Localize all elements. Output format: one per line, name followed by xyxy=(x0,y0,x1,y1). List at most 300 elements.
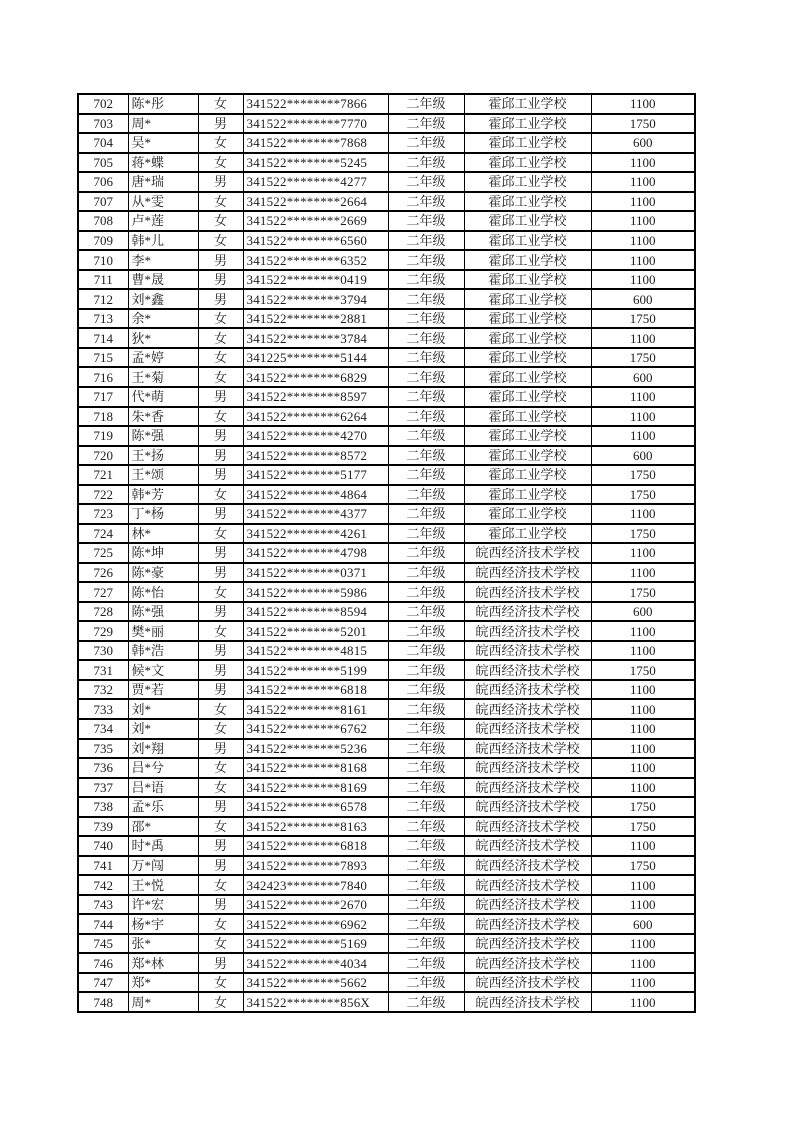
cell-school: 皖西经济技术学校 xyxy=(464,621,591,641)
table-row xyxy=(78,895,695,915)
cell-id-number: 341522********6264 xyxy=(243,407,388,427)
cell-school: 皖西经济技术学校 xyxy=(464,660,591,680)
cell-amount: 1100 xyxy=(591,231,695,251)
cell-grade: 二年级 xyxy=(388,699,464,719)
cell-serial-number: 709 xyxy=(78,231,128,251)
cell-id-number: 341522********4377 xyxy=(243,504,388,524)
cell-serial-number: 725 xyxy=(78,543,128,563)
cell-grade: 二年级 xyxy=(388,758,464,778)
cell-gender: 男 xyxy=(198,504,243,524)
table-row xyxy=(78,778,695,798)
cell-serial-number: 740 xyxy=(78,836,128,856)
cell-gender: 女 xyxy=(198,973,243,993)
cell-grade: 二年级 xyxy=(388,426,464,446)
cell-grade: 二年级 xyxy=(388,446,464,466)
cell-school: 皖西经济技术学校 xyxy=(464,953,591,973)
cell-id-number: 341522********8163 xyxy=(243,817,388,837)
cell-gender: 女 xyxy=(198,914,243,934)
cell-id-number: 341522********6829 xyxy=(243,367,388,387)
cell-student-name: 许*宏 xyxy=(128,895,198,915)
cell-student-name: 李* xyxy=(128,250,198,270)
cell-gender: 女 xyxy=(198,992,243,1012)
cell-amount: 1750 xyxy=(591,797,695,817)
cell-gender: 男 xyxy=(198,387,243,407)
cell-serial-number: 708 xyxy=(78,211,128,231)
cell-id-number: 341522********2881 xyxy=(243,309,388,329)
cell-student-name: 林* xyxy=(128,524,198,544)
cell-student-name: 吕*语 xyxy=(128,778,198,798)
cell-serial-number: 722 xyxy=(78,485,128,505)
cell-grade: 二年级 xyxy=(388,504,464,524)
cell-serial-number: 732 xyxy=(78,680,128,700)
cell-amount: 1100 xyxy=(591,153,695,173)
cell-student-name: 余* xyxy=(128,309,198,329)
table-row xyxy=(78,387,695,407)
cell-serial-number: 703 xyxy=(78,114,128,134)
cell-id-number: 341522********4034 xyxy=(243,953,388,973)
cell-amount: 1100 xyxy=(591,934,695,954)
cell-student-name: 周* xyxy=(128,992,198,1012)
cell-amount: 600 xyxy=(591,289,695,309)
cell-gender: 女 xyxy=(198,778,243,798)
cell-id-number: 342423********7840 xyxy=(243,875,388,895)
cell-serial-number: 720 xyxy=(78,446,128,466)
cell-school: 皖西经济技术学校 xyxy=(464,719,591,739)
cell-gender: 女 xyxy=(198,211,243,231)
cell-id-number: 341522********5245 xyxy=(243,153,388,173)
cell-gender: 男 xyxy=(198,836,243,856)
cell-grade: 二年级 xyxy=(388,172,464,192)
cell-serial-number: 729 xyxy=(78,621,128,641)
cell-grade: 二年级 xyxy=(388,856,464,876)
cell-id-number: 341522********7770 xyxy=(243,114,388,134)
cell-serial-number: 717 xyxy=(78,387,128,407)
cell-amount: 1750 xyxy=(591,309,695,329)
cell-gender: 女 xyxy=(198,348,243,368)
cell-school: 皖西经济技术学校 xyxy=(464,875,591,895)
cell-school: 霍邱工业学校 xyxy=(464,328,591,348)
cell-amount: 600 xyxy=(591,914,695,934)
cell-school: 皖西经济技术学校 xyxy=(464,992,591,1012)
cell-gender: 女 xyxy=(198,133,243,153)
cell-gender: 男 xyxy=(198,797,243,817)
table-row xyxy=(78,348,695,368)
cell-student-name: 万*闯 xyxy=(128,856,198,876)
cell-grade: 二年级 xyxy=(388,485,464,505)
cell-amount: 600 xyxy=(591,367,695,387)
table-row xyxy=(78,114,695,134)
cell-serial-number: 724 xyxy=(78,524,128,544)
cell-gender: 男 xyxy=(198,270,243,290)
cell-grade: 二年级 xyxy=(388,914,464,934)
cell-gender: 男 xyxy=(198,426,243,446)
cell-id-number: 341522********4277 xyxy=(243,172,388,192)
student-roster-table xyxy=(77,93,696,1013)
cell-amount: 1100 xyxy=(591,680,695,700)
cell-serial-number: 713 xyxy=(78,309,128,329)
cell-gender: 女 xyxy=(198,153,243,173)
cell-grade: 二年级 xyxy=(388,407,464,427)
table-row xyxy=(78,94,695,114)
cell-id-number: 341522********5662 xyxy=(243,973,388,993)
cell-id-number: 341522********6560 xyxy=(243,231,388,251)
cell-student-name: 陈*强 xyxy=(128,426,198,446)
cell-grade: 二年级 xyxy=(388,465,464,485)
cell-gender: 男 xyxy=(198,289,243,309)
cell-serial-number: 747 xyxy=(78,973,128,993)
cell-gender: 男 xyxy=(198,172,243,192)
cell-id-number: 341522********8597 xyxy=(243,387,388,407)
cell-gender: 女 xyxy=(198,192,243,212)
table-row xyxy=(78,543,695,563)
cell-grade: 二年级 xyxy=(388,328,464,348)
cell-amount: 1750 xyxy=(591,856,695,876)
cell-amount: 1100 xyxy=(591,328,695,348)
cell-amount: 1100 xyxy=(591,758,695,778)
cell-amount: 1100 xyxy=(591,641,695,661)
table-row xyxy=(78,309,695,329)
cell-grade: 二年级 xyxy=(388,739,464,759)
cell-gender: 男 xyxy=(198,680,243,700)
cell-id-number: 341522********2664 xyxy=(243,192,388,212)
cell-school: 霍邱工业学校 xyxy=(464,524,591,544)
cell-serial-number: 702 xyxy=(78,94,128,114)
cell-amount: 1100 xyxy=(591,953,695,973)
cell-school: 皖西经济技术学校 xyxy=(464,602,591,622)
cell-amount: 1750 xyxy=(591,114,695,134)
cell-id-number: 341522********8168 xyxy=(243,758,388,778)
cell-id-number: 341522********6352 xyxy=(243,250,388,270)
cell-serial-number: 704 xyxy=(78,133,128,153)
cell-student-name: 陈*坤 xyxy=(128,543,198,563)
cell-school: 皖西经济技术学校 xyxy=(464,934,591,954)
cell-id-number: 341522********5201 xyxy=(243,621,388,641)
cell-serial-number: 716 xyxy=(78,367,128,387)
cell-amount: 1100 xyxy=(591,250,695,270)
cell-id-number: 341522********8572 xyxy=(243,446,388,466)
cell-grade: 二年级 xyxy=(388,817,464,837)
cell-grade: 二年级 xyxy=(388,660,464,680)
cell-amount: 1100 xyxy=(591,426,695,446)
cell-gender: 男 xyxy=(198,446,243,466)
table-row xyxy=(78,660,695,680)
cell-serial-number: 705 xyxy=(78,153,128,173)
table-row xyxy=(78,582,695,602)
table-row xyxy=(78,328,695,348)
cell-id-number: 341522********5986 xyxy=(243,582,388,602)
cell-school: 皖西经济技术学校 xyxy=(464,543,591,563)
cell-amount: 1100 xyxy=(591,778,695,798)
cell-gender: 女 xyxy=(198,231,243,251)
cell-school: 霍邱工业学校 xyxy=(464,133,591,153)
cell-school: 霍邱工业学校 xyxy=(464,231,591,251)
cell-amount: 1100 xyxy=(591,719,695,739)
cell-student-name: 卢*莲 xyxy=(128,211,198,231)
cell-gender: 女 xyxy=(198,621,243,641)
cell-gender: 男 xyxy=(198,602,243,622)
cell-school: 皖西经济技术学校 xyxy=(464,973,591,993)
cell-student-name: 周* xyxy=(128,114,198,134)
cell-student-name: 王*扬 xyxy=(128,446,198,466)
table-row xyxy=(78,914,695,934)
table-row xyxy=(78,407,695,427)
cell-student-name: 韩*芳 xyxy=(128,485,198,505)
cell-student-name: 陈*彤 xyxy=(128,94,198,114)
cell-amount: 1750 xyxy=(591,465,695,485)
cell-serial-number: 739 xyxy=(78,817,128,837)
cell-student-name: 郑*林 xyxy=(128,953,198,973)
cell-grade: 二年级 xyxy=(388,250,464,270)
cell-gender: 男 xyxy=(198,953,243,973)
cell-school: 皖西经济技术学校 xyxy=(464,895,591,915)
cell-school: 霍邱工业学校 xyxy=(464,270,591,290)
table-row xyxy=(78,426,695,446)
cell-gender: 男 xyxy=(198,739,243,759)
cell-serial-number: 743 xyxy=(78,895,128,915)
cell-id-number: 341522********5199 xyxy=(243,660,388,680)
cell-student-name: 陈*豪 xyxy=(128,563,198,583)
cell-school: 霍邱工业学校 xyxy=(464,172,591,192)
cell-amount: 1100 xyxy=(591,563,695,583)
cell-student-name: 孟*婷 xyxy=(128,348,198,368)
cell-student-name: 唐*瑞 xyxy=(128,172,198,192)
cell-school: 霍邱工业学校 xyxy=(464,367,591,387)
cell-id-number: 341522********6962 xyxy=(243,914,388,934)
cell-gender: 男 xyxy=(198,895,243,915)
cell-gender: 男 xyxy=(198,465,243,485)
cell-amount: 1100 xyxy=(591,387,695,407)
cell-id-number: 341522********4864 xyxy=(243,485,388,505)
cell-gender: 女 xyxy=(198,407,243,427)
cell-id-number: 341522********4270 xyxy=(243,426,388,446)
cell-student-name: 杨*宇 xyxy=(128,914,198,934)
cell-gender: 男 xyxy=(198,543,243,563)
cell-grade: 二年级 xyxy=(388,719,464,739)
table-row xyxy=(78,153,695,173)
cell-amount: 1100 xyxy=(591,504,695,524)
cell-school: 霍邱工业学校 xyxy=(464,192,591,212)
cell-grade: 二年级 xyxy=(388,973,464,993)
table-row xyxy=(78,817,695,837)
cell-serial-number: 734 xyxy=(78,719,128,739)
cell-grade: 二年级 xyxy=(388,387,464,407)
cell-id-number: 341522********2670 xyxy=(243,895,388,915)
cell-student-name: 王*悦 xyxy=(128,875,198,895)
cell-gender: 女 xyxy=(198,582,243,602)
cell-serial-number: 746 xyxy=(78,953,128,973)
cell-grade: 二年级 xyxy=(388,563,464,583)
table-row xyxy=(78,739,695,759)
cell-grade: 二年级 xyxy=(388,602,464,622)
cell-serial-number: 726 xyxy=(78,563,128,583)
cell-student-name: 蒋*蝶 xyxy=(128,153,198,173)
cell-school: 霍邱工业学校 xyxy=(464,153,591,173)
cell-gender: 男 xyxy=(198,563,243,583)
cell-gender: 女 xyxy=(198,309,243,329)
table-row xyxy=(78,367,695,387)
cell-id-number: 341522********3784 xyxy=(243,328,388,348)
cell-grade: 二年级 xyxy=(388,153,464,173)
cell-gender: 女 xyxy=(198,875,243,895)
cell-grade: 二年级 xyxy=(388,621,464,641)
table-row xyxy=(78,973,695,993)
cell-gender: 女 xyxy=(198,485,243,505)
cell-school: 霍邱工业学校 xyxy=(464,114,591,134)
cell-school: 霍邱工业学校 xyxy=(464,446,591,466)
table-row xyxy=(78,485,695,505)
cell-student-name: 王*颂 xyxy=(128,465,198,485)
cell-serial-number: 719 xyxy=(78,426,128,446)
cell-amount: 1100 xyxy=(591,992,695,1012)
cell-amount: 1750 xyxy=(591,348,695,368)
cell-student-name: 曹*晟 xyxy=(128,270,198,290)
cell-id-number: 341522********4798 xyxy=(243,543,388,563)
cell-student-name: 韩*儿 xyxy=(128,231,198,251)
cell-id-number: 341522********3794 xyxy=(243,289,388,309)
cell-school: 霍邱工业学校 xyxy=(464,250,591,270)
cell-amount: 1750 xyxy=(591,485,695,505)
cell-id-number: 341522********7868 xyxy=(243,133,388,153)
cell-id-number: 341522********6818 xyxy=(243,836,388,856)
cell-student-name: 刘*翔 xyxy=(128,739,198,759)
cell-id-number: 341522********7866 xyxy=(243,94,388,114)
cell-serial-number: 737 xyxy=(78,778,128,798)
cell-id-number: 341225********5144 xyxy=(243,348,388,368)
cell-gender: 男 xyxy=(198,641,243,661)
cell-grade: 二年级 xyxy=(388,367,464,387)
cell-grade: 二年级 xyxy=(388,543,464,563)
cell-serial-number: 748 xyxy=(78,992,128,1012)
cell-id-number: 341522********8594 xyxy=(243,602,388,622)
cell-amount: 1750 xyxy=(591,817,695,837)
cell-school: 霍邱工业学校 xyxy=(464,309,591,329)
cell-school: 皖西经济技术学校 xyxy=(464,739,591,759)
cell-student-name: 代*萌 xyxy=(128,387,198,407)
cell-grade: 二年级 xyxy=(388,641,464,661)
cell-student-name: 丁*杨 xyxy=(128,504,198,524)
cell-amount: 1100 xyxy=(591,172,695,192)
cell-school: 皖西经济技术学校 xyxy=(464,641,591,661)
cell-amount: 1100 xyxy=(591,211,695,231)
cell-student-name: 狄* xyxy=(128,328,198,348)
cell-school: 皖西经济技术学校 xyxy=(464,680,591,700)
table-row xyxy=(78,231,695,251)
cell-student-name: 韩*浩 xyxy=(128,641,198,661)
cell-student-name: 郑* xyxy=(128,973,198,993)
cell-student-name: 刘* xyxy=(128,699,198,719)
cell-student-name: 邵* xyxy=(128,817,198,837)
cell-grade: 二年级 xyxy=(388,192,464,212)
cell-school: 皖西经济技术学校 xyxy=(464,797,591,817)
cell-gender: 女 xyxy=(198,934,243,954)
cell-serial-number: 712 xyxy=(78,289,128,309)
cell-school: 霍邱工业学校 xyxy=(464,504,591,524)
cell-amount: 1100 xyxy=(591,94,695,114)
cell-student-name: 刘* xyxy=(128,719,198,739)
cell-grade: 二年级 xyxy=(388,582,464,602)
cell-amount: 1100 xyxy=(591,543,695,563)
cell-school: 霍邱工业学校 xyxy=(464,407,591,427)
cell-gender: 女 xyxy=(198,719,243,739)
cell-student-name: 陈*强 xyxy=(128,602,198,622)
table-row xyxy=(78,680,695,700)
cell-grade: 二年级 xyxy=(388,231,464,251)
cell-id-number: 341522********6578 xyxy=(243,797,388,817)
cell-school: 霍邱工业学校 xyxy=(464,426,591,446)
cell-amount: 1750 xyxy=(591,582,695,602)
cell-student-name: 张* xyxy=(128,934,198,954)
cell-student-name: 王*菊 xyxy=(128,367,198,387)
cell-id-number: 341522********7893 xyxy=(243,856,388,876)
cell-gender: 女 xyxy=(198,699,243,719)
cell-id-number: 341522********856X xyxy=(243,992,388,1012)
cell-serial-number: 741 xyxy=(78,856,128,876)
cell-gender: 女 xyxy=(198,94,243,114)
cell-serial-number: 742 xyxy=(78,875,128,895)
cell-gender: 女 xyxy=(198,758,243,778)
cell-amount: 1100 xyxy=(591,973,695,993)
cell-gender: 男 xyxy=(198,660,243,680)
cell-school: 霍邱工业学校 xyxy=(464,211,591,231)
cell-amount: 1100 xyxy=(591,895,695,915)
cell-student-name: 时*禹 xyxy=(128,836,198,856)
table-row xyxy=(78,621,695,641)
cell-id-number: 341522********2669 xyxy=(243,211,388,231)
table-row xyxy=(78,992,695,1012)
cell-grade: 二年级 xyxy=(388,680,464,700)
table-row xyxy=(78,524,695,544)
cell-serial-number: 731 xyxy=(78,660,128,680)
cell-grade: 二年级 xyxy=(388,211,464,231)
cell-school: 霍邱工业学校 xyxy=(464,289,591,309)
cell-school: 皖西经济技术学校 xyxy=(464,856,591,876)
table-row xyxy=(78,836,695,856)
cell-school: 皖西经济技术学校 xyxy=(464,758,591,778)
cell-id-number: 341522********8169 xyxy=(243,778,388,798)
cell-school: 皖西经济技术学校 xyxy=(464,817,591,837)
cell-gender: 男 xyxy=(198,114,243,134)
cell-serial-number: 714 xyxy=(78,328,128,348)
table-row xyxy=(78,875,695,895)
cell-serial-number: 723 xyxy=(78,504,128,524)
cell-grade: 二年级 xyxy=(388,309,464,329)
cell-serial-number: 706 xyxy=(78,172,128,192)
cell-student-name: 吕*兮 xyxy=(128,758,198,778)
table-row xyxy=(78,719,695,739)
cell-id-number: 341522********4815 xyxy=(243,641,388,661)
cell-grade: 二年级 xyxy=(388,836,464,856)
cell-serial-number: 707 xyxy=(78,192,128,212)
cell-serial-number: 727 xyxy=(78,582,128,602)
cell-grade: 二年级 xyxy=(388,953,464,973)
cell-amount: 1100 xyxy=(591,192,695,212)
cell-student-name: 陈*怡 xyxy=(128,582,198,602)
cell-amount: 1100 xyxy=(591,875,695,895)
cell-grade: 二年级 xyxy=(388,270,464,290)
cell-serial-number: 738 xyxy=(78,797,128,817)
cell-student-name: 樊*丽 xyxy=(128,621,198,641)
cell-grade: 二年级 xyxy=(388,289,464,309)
table-row xyxy=(78,953,695,973)
cell-student-name: 从*雯 xyxy=(128,192,198,212)
cell-id-number: 341522********6762 xyxy=(243,719,388,739)
cell-grade: 二年级 xyxy=(388,992,464,1012)
cell-grade: 二年级 xyxy=(388,875,464,895)
cell-student-name: 吴* xyxy=(128,133,198,153)
roster-body xyxy=(78,94,695,1012)
cell-school: 霍邱工业学校 xyxy=(464,485,591,505)
cell-serial-number: 745 xyxy=(78,934,128,954)
